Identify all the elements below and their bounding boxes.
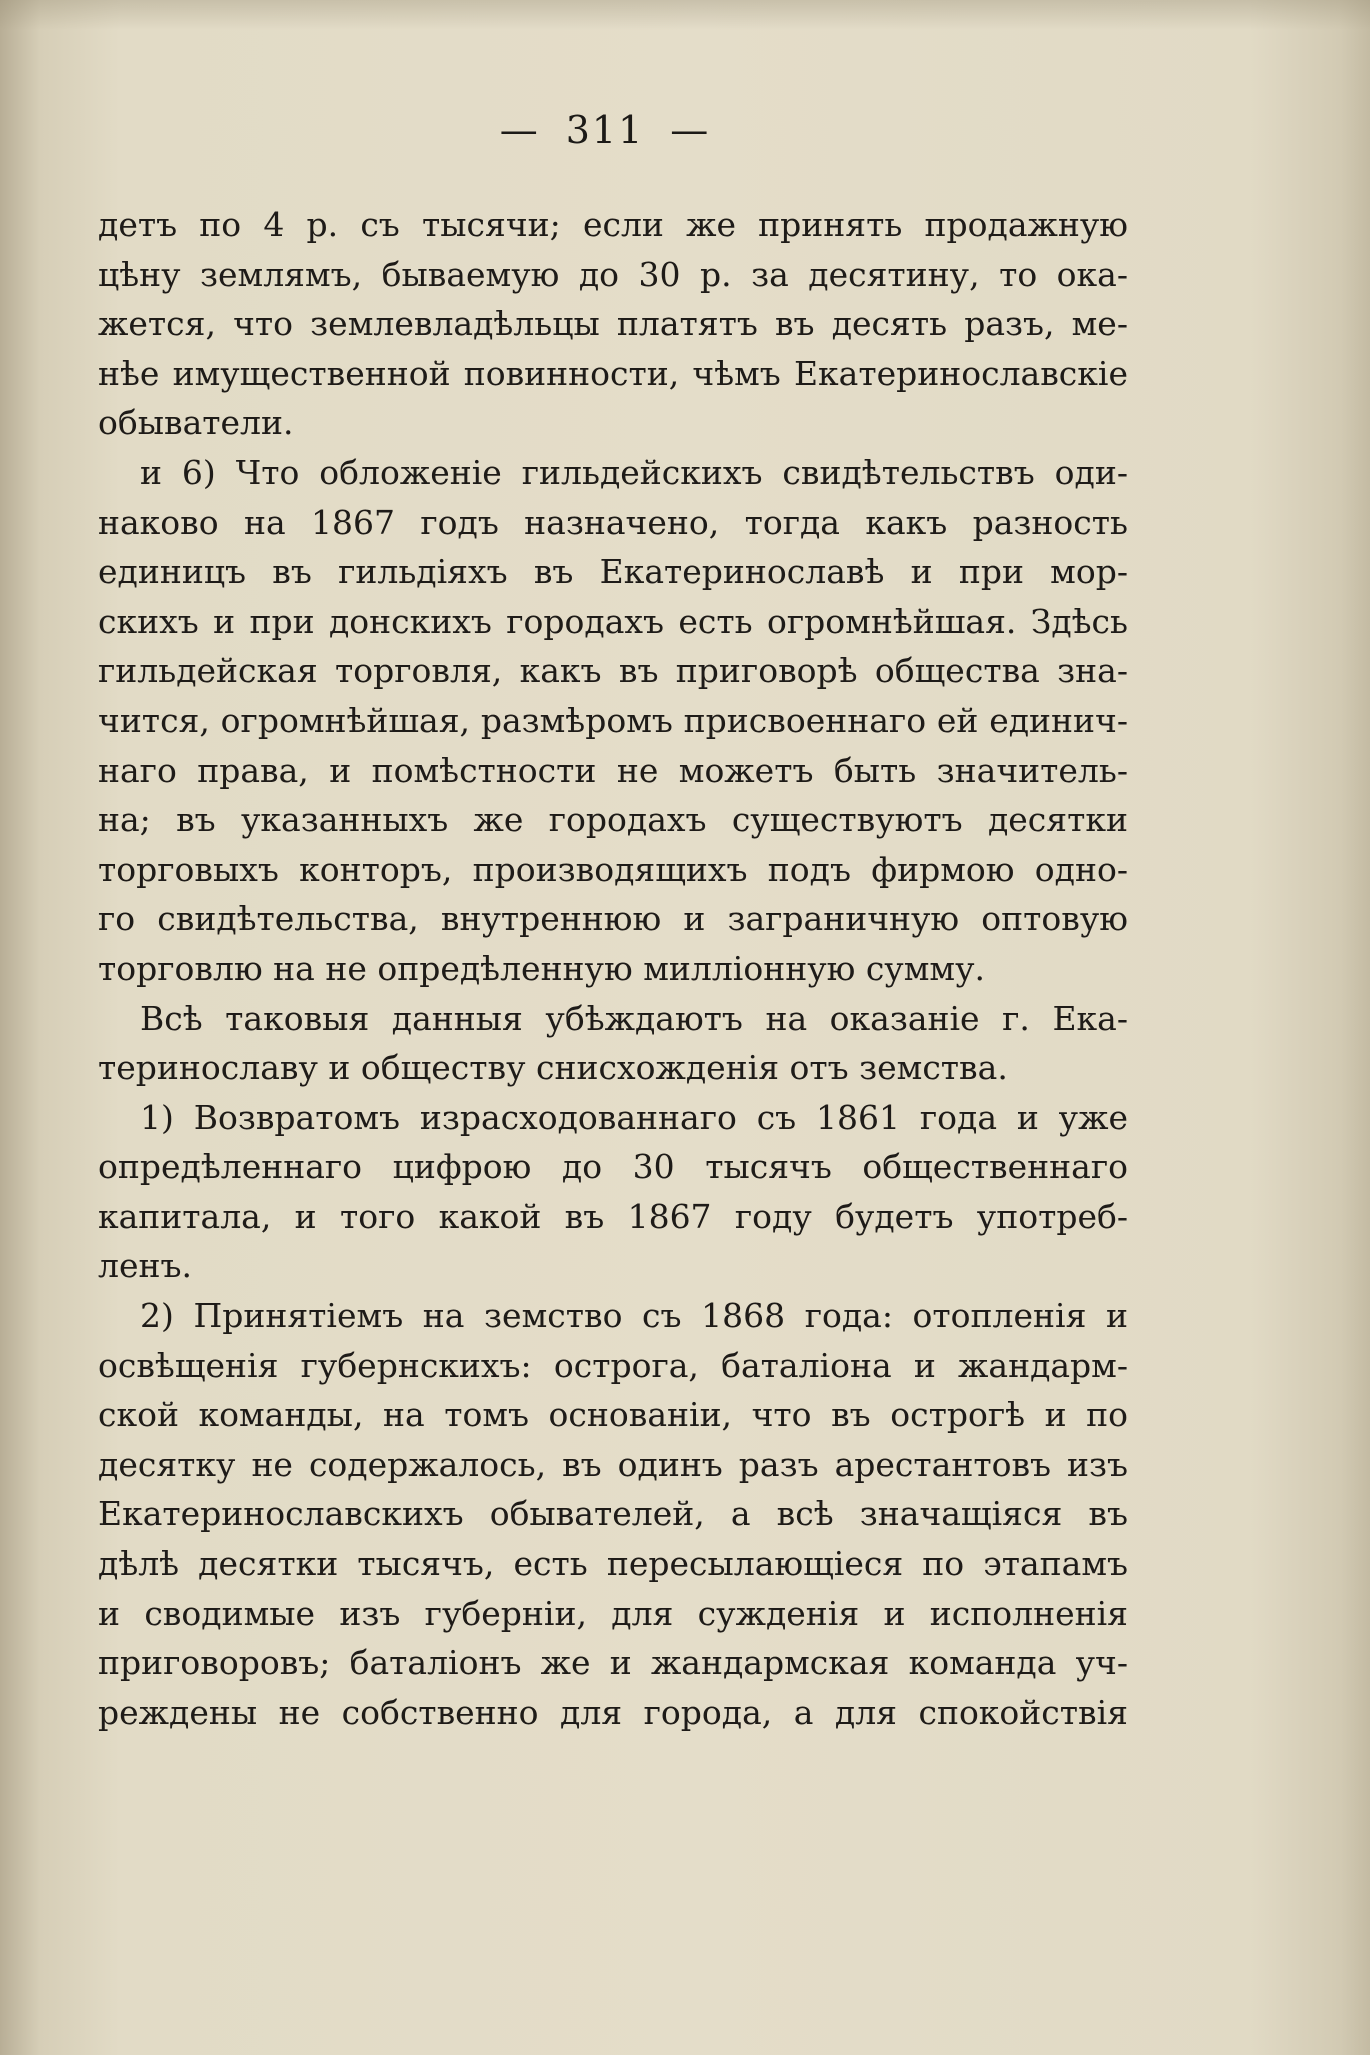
text-line: жется, что землевладѣльцы платятъ въ десять разъ, ме- [98, 304, 1128, 344]
text-line: обыватели. [98, 403, 294, 443]
header-dash-right: — [670, 108, 711, 152]
text-line: наго права, и помѣстности не можетъ быть значитель- [98, 750, 1128, 790]
text-line: гильдейская торговля, какъ въ приговорѣ общества зна- [98, 651, 1128, 691]
text-line: нѣе имущественной повинности, чѣмъ Екатеринославскіе [98, 353, 1128, 393]
page-number: 311 [565, 108, 645, 152]
text-line: скихъ и при донскихъ городахъ есть огромнѣйшая. Здѣсь [98, 601, 1128, 641]
text-line: освѣщенія губернскихъ: острога, баталіона и жандарм- [98, 1345, 1128, 1385]
text-line: и 6) Что обложеніе гильдейскихъ свидѣтельствъ оди- [140, 452, 1128, 492]
text-line: реждены не собственно для города, а для спокойствія [98, 1692, 1128, 1732]
text-line: дѣлѣ десятки тысячъ, есть пересылающіеся по этапамъ [98, 1544, 1128, 1584]
text-line: цѣну землямъ, бываемую до 30 р. за десятину, то ока- [98, 254, 1128, 294]
text-line: Всѣ таковыя данныя убѣждаютъ на оказаніе г. Ека- [140, 998, 1128, 1038]
text-line: 1) Возвратомъ израсходованнаго съ 1861 года и уже [140, 1097, 1128, 1137]
header-dash-left: — [499, 108, 540, 152]
text-line: 2) Принятіемъ на земство съ 1868 года: отопленія и [140, 1296, 1128, 1336]
text-line: Екатеринославскихъ обывателей, а всѣ значащіяся въ [98, 1494, 1128, 1534]
page-edge-shadow [0, 0, 1370, 30]
text-line: приговоровъ; баталіонъ же и жандармская команда уч- [98, 1643, 1128, 1683]
body-text [98, 200, 1128, 1737]
text-line: и сводимые изъ губерніи, для сужденія и исполненія [98, 1593, 1128, 1633]
text-line: торговлю на не опредѣленную милліонную сумму. [98, 948, 985, 988]
text-line: десятку не содержалось, въ одинъ разъ арестантовъ изъ [98, 1444, 1128, 1484]
text-line: единицъ въ гильдіяхъ въ Екатеринославѣ и при мор- [98, 552, 1128, 592]
text-line: наково на 1867 годъ назначено, тогда какъ разность [98, 502, 1128, 542]
text-line: капитала, и того какой въ 1867 году будетъ употреб- [98, 1196, 1128, 1236]
text-line: ской команды, на томъ основаніи, что въ острогѣ и по [98, 1395, 1128, 1435]
text-line: теринославу и обществу снисхожденія отъ земства. [98, 1048, 1008, 1088]
text-line: детъ по 4 р. съ тысячи; если же принять продажную [98, 205, 1128, 244]
text-line: опредѣленнаго цифрою до 30 тысячъ общественнаго [98, 1147, 1128, 1187]
text-line: го свидѣтельства, внутреннюю и заграничную оптовую [98, 899, 1128, 939]
text-line: на; въ указанныхъ же городахъ существуютъ десятки [98, 800, 1128, 840]
text-line: торговыхъ конторъ, производящихъ подъ фирмою одно- [98, 849, 1128, 889]
text-line: чится, огромнѣйшая, размѣромъ присвоеннаго ей единич- [98, 700, 1128, 740]
text-line: ленъ. [98, 1246, 192, 1286]
page-header [0, 108, 1210, 152]
